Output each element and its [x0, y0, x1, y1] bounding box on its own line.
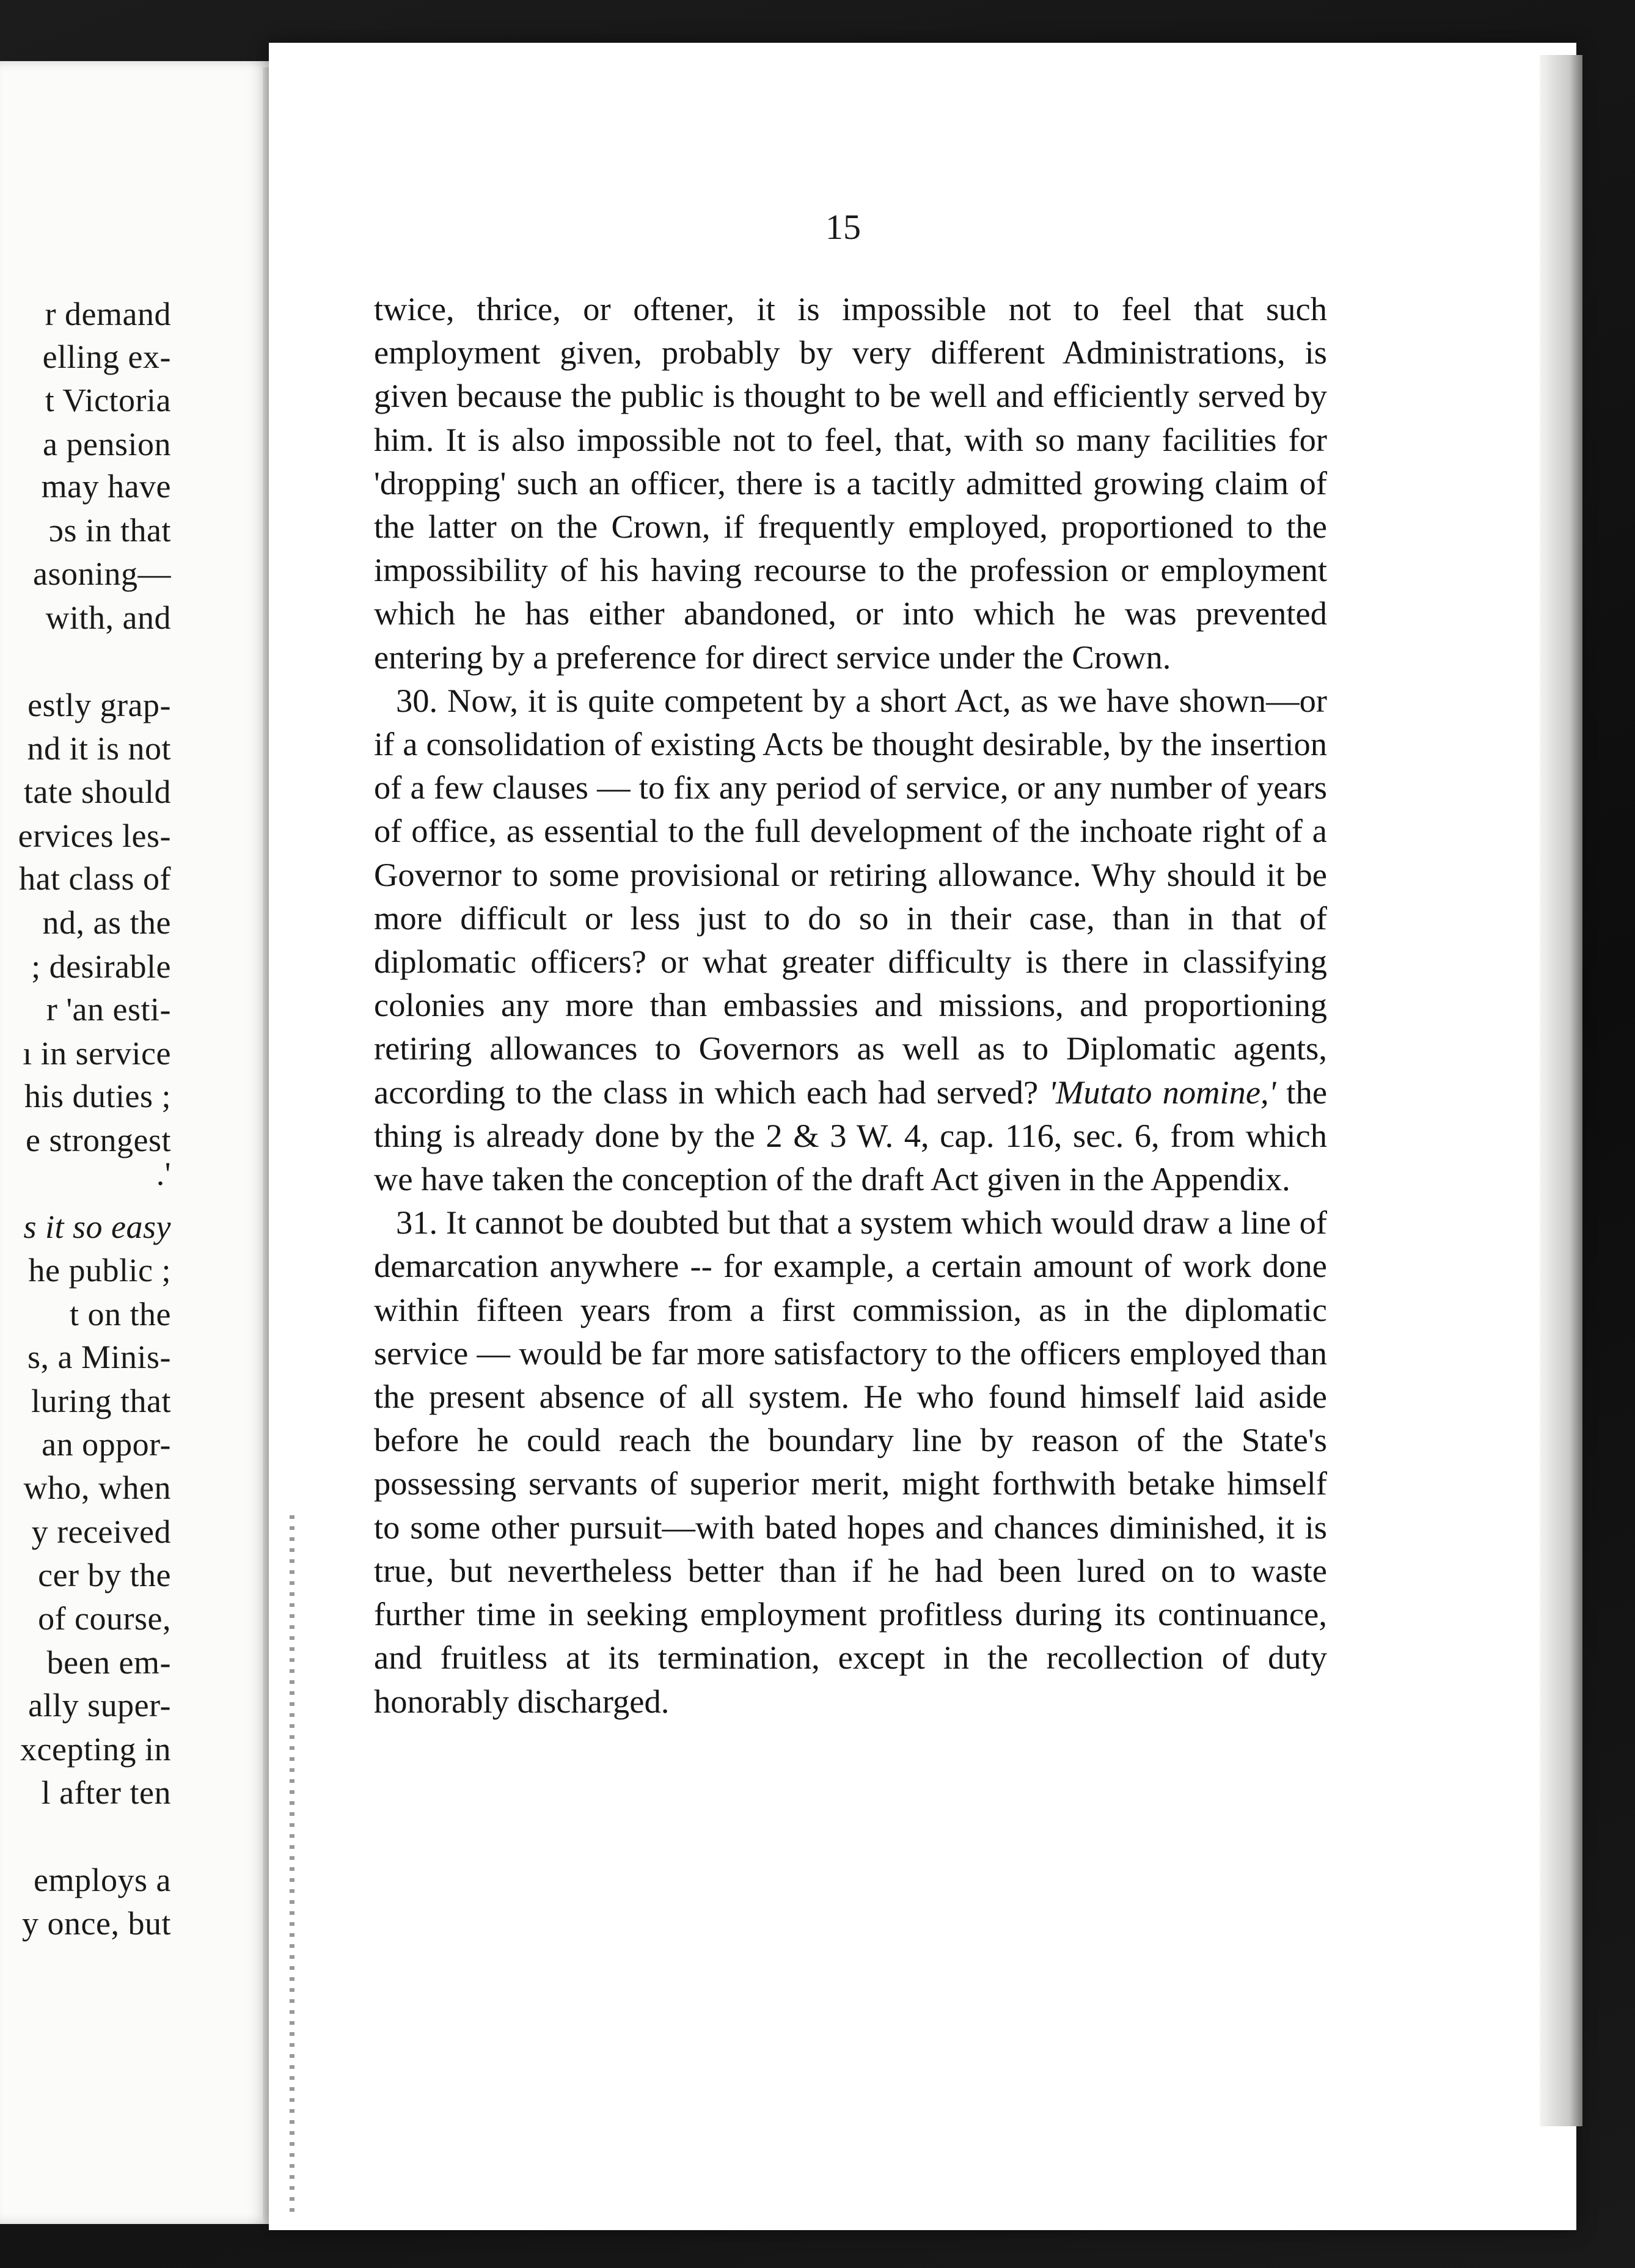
left-page-line: nd it is not	[27, 730, 171, 767]
left-page-line: r demand	[45, 296, 171, 332]
left-page-line: he public ;	[28, 1252, 171, 1289]
left-page-line: elling ex-	[42, 338, 171, 375]
left-page-line: t on the	[70, 1296, 171, 1333]
paragraph-continuation: twice, thrice, or oftener, it is impossible not to feel that such employment given, probably by very different Administrations, is given because the public is thought to be well and efficiently served by him. It is also impossible not to feel, that, with so many facilities for 'dropping' such an officer, there is a tacitly admitted growing claim of the latter on the Crown, if frequently employed, proportioned to the impossibility of his having recourse to the profession or employment which he has either abandoned, or into which he was prevented entering by a preference for direct service under the Crown.	[374, 290, 1327, 676]
left-page-line: s, a Minis-	[27, 1339, 171, 1375]
left-page-line: estly grap-	[27, 687, 171, 723]
left-page-line: ; desirable	[31, 948, 171, 985]
paragraph-text: It cannot be doubted but that a system which would draw a line of demarcation anywhere -- for example, a certain amount of work done within fifteen years from a first commission, as in the diplomatic service — would be far more satisfactory to the officers employed than the present absence of all system. He who found himself laid aside before he could reach the boundary line by reason of the State's possessing servants of superior merit, might forthwith betake himself to some other pursuit—with bated hopes and chances diminished, it is true, but nevertheless better than if he had been lured on to waste further time in seeking employment profitless during its continuance, and fruitless at its termination, except in the recollection of duty honorably discharged.	[374, 1204, 1328, 1720]
left-facing-page	[0, 61, 287, 2224]
paragraph-text: Now, it is quite competent by a short Act, as we have shown—or if a consolidation of existing Acts be thought desirable, by the insertion of a few clauses — to fix any period of service, or any number of years of office, as essential to the full development of the inchoate right of a Governor to some provisional or retiring allowance. Why should it be more difficult or less just to do so in their case, than in that of diplomatic officers? or what greater difficulty is there in classifying colonies any more than embassies and missions, and proportioning retiring allowances to Governors as well as to Diplomatic agents, according to the class in which each had served?	[374, 681, 1327, 1111]
left-page-line: his duties ;	[24, 1078, 171, 1114]
left-page-line: with, and	[45, 599, 171, 636]
left-page-line: ı in service	[23, 1035, 171, 1072]
section-number: 30.	[396, 681, 438, 719]
paragraph-31	[374, 1201, 1327, 1722]
left-page-line: a pension	[43, 426, 171, 463]
section-number: 31.	[396, 1204, 438, 1242]
left-page-line: e strongest	[26, 1122, 171, 1158]
page-body	[374, 287, 1327, 1723]
left-page-line: l after ten	[41, 1774, 171, 1811]
left-page-line: hat class of	[19, 860, 171, 897]
left-page-line: xcepting in	[20, 1731, 171, 1768]
paragraph-30	[374, 679, 1327, 1201]
left-page-line: luring that	[31, 1383, 171, 1419]
left-page-line: of course,	[38, 1600, 171, 1637]
paragraph-text: the thing is already done by the 2 & 3 W. 4, cap. 116, sec. 6, from which we have taken the conception of the draft Act given in the Appendix.	[374, 1073, 1328, 1198]
left-page-line: been em-	[46, 1644, 171, 1681]
left-page-line: ervices les-	[18, 818, 171, 854]
left-page-line: asoning—	[33, 555, 171, 592]
left-page-line: ally super-	[28, 1687, 171, 1724]
page-edge-shadow	[1540, 55, 1582, 2126]
left-page-line: y once, but	[22, 1905, 171, 1942]
left-page-line: s it so easy	[23, 1209, 171, 1245]
left-page-line: may have	[41, 468, 171, 505]
latin-phrase: 'Mutato nomine,'	[1048, 1073, 1276, 1111]
left-page-line: nd, as the	[42, 904, 171, 941]
left-page-line: .'	[156, 1155, 171, 1192]
left-page-line: t Victoria	[45, 382, 171, 419]
binding-stitches	[290, 1515, 294, 2218]
page-number: 15	[825, 207, 861, 247]
left-page-line: y received	[31, 1513, 171, 1550]
left-page-line: tate should	[24, 774, 171, 810]
left-page-line: an oppor-	[42, 1426, 171, 1463]
left-page-line: employs a	[34, 1862, 171, 1898]
left-page-line: who, when	[23, 1469, 171, 1506]
left-page-line: cer by the	[38, 1557, 171, 1593]
left-page-line: ɔs in that	[49, 512, 171, 549]
left-page-line: r 'an esti-	[46, 991, 171, 1028]
